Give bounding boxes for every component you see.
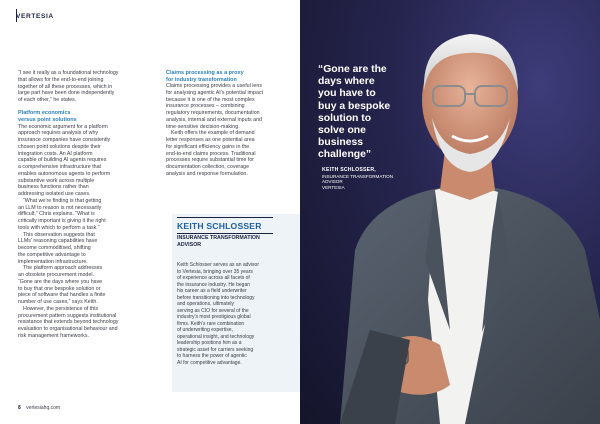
bio-name-rule	[177, 233, 273, 234]
intro-paragraph: “I see it really as a foundational technology that allows for the end-to-end joining together of all these processes, which in large part have been done independently of each other,” he states.	[18, 70, 119, 103]
bio-text: Keith Schlosser serves as an advisor to Vertesia, bringing over 35 years of experience across all facets of the insurance industry. He began his career as a field underwriter before transitioning into technology and operations, ultimately serving as CIO for several of the industry’s most prestigious global firms. Keith’s rare combination of underwriting expertise, operational insight, and technology leadership positions him as a strategic asset for carriers seeking to harness the power of agentic AI for competitive advantage.	[177, 262, 259, 366]
bio-title: INSURANCE TRANSFORMATION ADVISOR	[177, 235, 260, 248]
article-column-1	[18, 70, 140, 340]
section-heading-claims-processing: Claims processing as a proxy for industry transformation	[166, 70, 244, 83]
footer-site: vertesiahq.com	[26, 405, 61, 411]
paragraph: Claims processing provides a useful lens for analysing agentic AI’s potential impact because it is one of the most complex insurance processes – combining regulatory requirements, documentation analysis, internal and external inputs and time-sensitive decision-making.	[166, 83, 264, 130]
page-footer	[18, 405, 60, 411]
bio-top-rule	[177, 217, 273, 218]
paragraph: The platform approach addresses an obsolete procurement model. “Gone are the days where you have to buy that one bespoke solution or piece of software that handles a finite number of use cases,” says Keith.	[18, 265, 106, 306]
article-column-2	[166, 70, 298, 178]
paragraph: Keith offers the example of demand letter responses as one potential area for significant efficiency gains in the end-to-end claims process. Traditional processes require substantial time for documentation collection, coverage analysis and response formulation.	[166, 130, 256, 177]
paragraph: The economic argument for a platform approach requires analysis of why insurance companies have consistently chosen point solutions despite their integration costs. An AI platform capable of building AI agents requires a comprehensive infrastructure that enables autonomous agents to perform substantive work across multiple business functions rather than addressing isolated use cases.	[18, 123, 111, 198]
paragraph: This observation suggests that LLMs’ reasoning capabilities have become commoditised, shifting the competitive advantage to implementation infrastructure.	[18, 231, 98, 265]
section-heading-platform-economics: Platform economics versus point solutions	[18, 110, 77, 124]
bio-name: KEITH SCHLOSSER	[177, 221, 262, 231]
paragraph: However, the persistence of this procurement pattern suggests institutional resistance that extends beyond technology evaluation to organisational behaviour and risk management frameworks.	[18, 305, 119, 339]
pull-quote: “Gone are the days where you have to buy a bespoke solution to solve one business challenge”	[318, 64, 391, 161]
quote-attribution-role: INSURANCE TRANSFORMATION ADVISOR VERTESIA	[322, 174, 394, 190]
page-number: 8	[18, 405, 21, 411]
quote-attribution-name: KEITH SCHLOSSER,	[322, 167, 376, 173]
brand-logo: VERTESIA	[16, 13, 54, 20]
paragraph: “What we’re finding is that getting an LLM to reason is not necessarily difficult,” Chris explains. “What is critically important is giving it the right tools with which to perform a task.”	[18, 197, 106, 231]
